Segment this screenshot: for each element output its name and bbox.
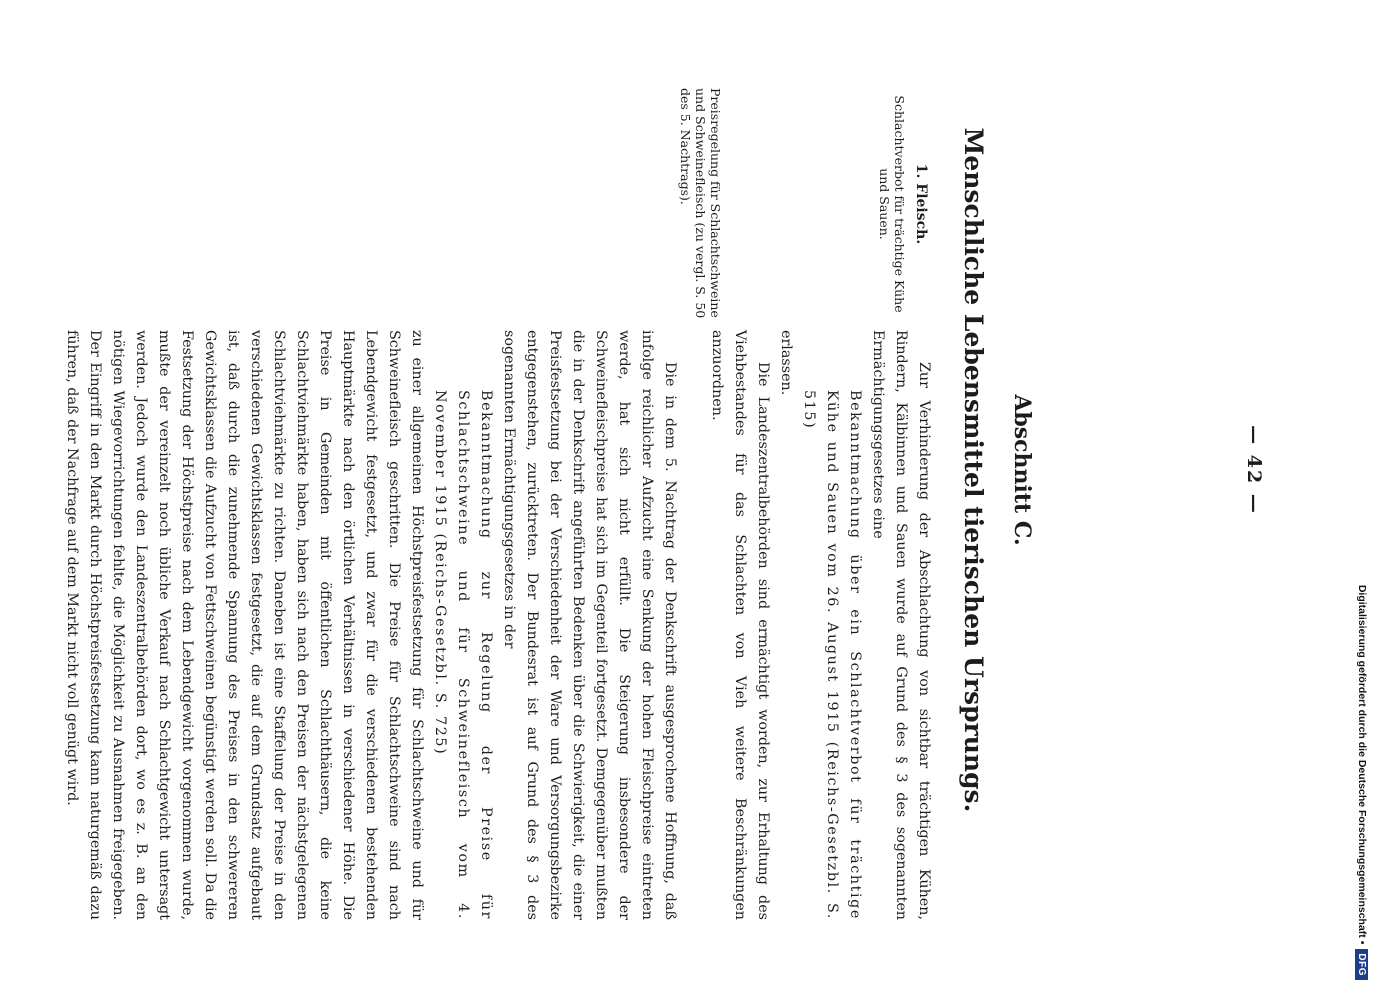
decree-2: Bekanntmachung zur Regelung der Preise für Schlachtschweine und für Schweinefleisch vom 4. November 1915 (Reichs-Gesetzbl. S. 725) [432, 390, 494, 920]
margin-note-slaughter-ban [877, 88, 928, 320]
margin-note-price-regulation [678, 88, 723, 320]
margin-note-text-1: Schlachtverbot für trächtige Kühe und Sauen. [877, 95, 907, 313]
dfg-logo: DFG [1356, 949, 1369, 980]
paragraph-1: Zur Verhinderung der Abschlachtung von sichtbar trächtigen Kühen, Rindern, Kälbinnen und Sauen wurde auf Grund des § 3 des sogenannten Ermächtigungsgesetzes eine [870, 330, 932, 920]
margin-note-text-2: Preisregelung für Schlachtschweine und Schweinefleisch (zu vergl. S. 50 des 5. Nachtrags). [678, 88, 723, 319]
credit-text: Digitalisierung gefördert durch die Deutsche Forschungsgemeinschaft • [1356, 584, 1368, 945]
paragraph-3: Die in dem 5. Nachtrag der Denkschrift ausgesprochene Hoffnung, daß infolge reichlicher Aufzucht eine Senkung der hohen Fleischpreise eintreten werde, hat sich nicht erfüllt. Die Steigerung insbesondere der Schweinefleischpreise hat sich im Gegenteil fortgesetzt. Demgegenüber mußten die in der Denkschrift angeführten Bedenken über die Schwierigkeit, die einer Preisfestsetzung bei der Verschiedenheit der Ware und Versorgungsbezirke entgegenstehen, zurücktreten. Der Bundesrat ist auf Grund des § 3 des sogenannten Ermächtigungsgesetzes in der [501, 330, 678, 920]
margin-heading-meat: 1. Fleisch. [913, 163, 929, 245]
section-subtitle: Menschliche Lebensmittel tierischen Ursprungs. [959, 127, 988, 813]
paragraph-2: Die Landeszentralbehörden sind ermächtigt worden, zur Erhaltung des Viehbestandes für das Schlachten von Vieh weitere Beschränkungen anzuordnen. [709, 330, 771, 920]
paragraph-1-end: erlassen. [778, 330, 794, 396]
decree-1: Bekanntmachung über ein Schlachtverbot für trächtige Kühe und Sauen vom 26. August 1915 (Reichs-Gesetzbl. S. 515) [801, 390, 863, 920]
digitization-credit [1349, 40, 1375, 980]
paragraph-4: zu einer allgemeinen Höchstpreisfestsetzung für Schlachtschweine und für Schweinefleisch geschritten. Die Preise für Schlachtschweine sind nach Lebendgewicht festgesetzt, und zwar für die verschiedenen bestehenden Hauptmärkte nach den örtlichen Verhältnissen in verschiedener Höhe. Die Preise in Gemeinden mit öffentlichen Schlachthäusern, die keine Schlachtviehmärkte haben, haben sich nach den Preisen der nächstgelegenen Schlachtviehmärkte zu richten. Daneben ist eine Staffelung der Preise in den verschiedenen Gewichtsklassen festgesetzt, die auf dem Grundsatz aufgebaut ist, daß durch die zunehmende Spannung des Preises in den schwereren Gewichtsklassen die Aufzucht von Fettschweinen begünstigt werden soll. Da die Festsetzung der Höchstpreise nach dem Lebendgewicht vorgenommen wurde, mußte der vereinzelt noch übliche Verkauf nach Schlachtgewicht untersagt werden. Jedoch wurde den Landeszentralbehörden dort, wo es z. B. an den nötigen Wiegevorrichtungen fehlte, die Möglichkeit zu Ausnahmen freigegeben. Der Eingriff in den Markt durch Höchstpreisfestsetzung kann naturgemäß dazu führen, daß der Nachfrage auf dem Markt nicht voll genügt wird. [64, 330, 425, 920]
body-text [60, 330, 935, 920]
section-title: Abschnitt C. [1009, 394, 1035, 546]
page-number: — 42 — [1243, 425, 1265, 515]
